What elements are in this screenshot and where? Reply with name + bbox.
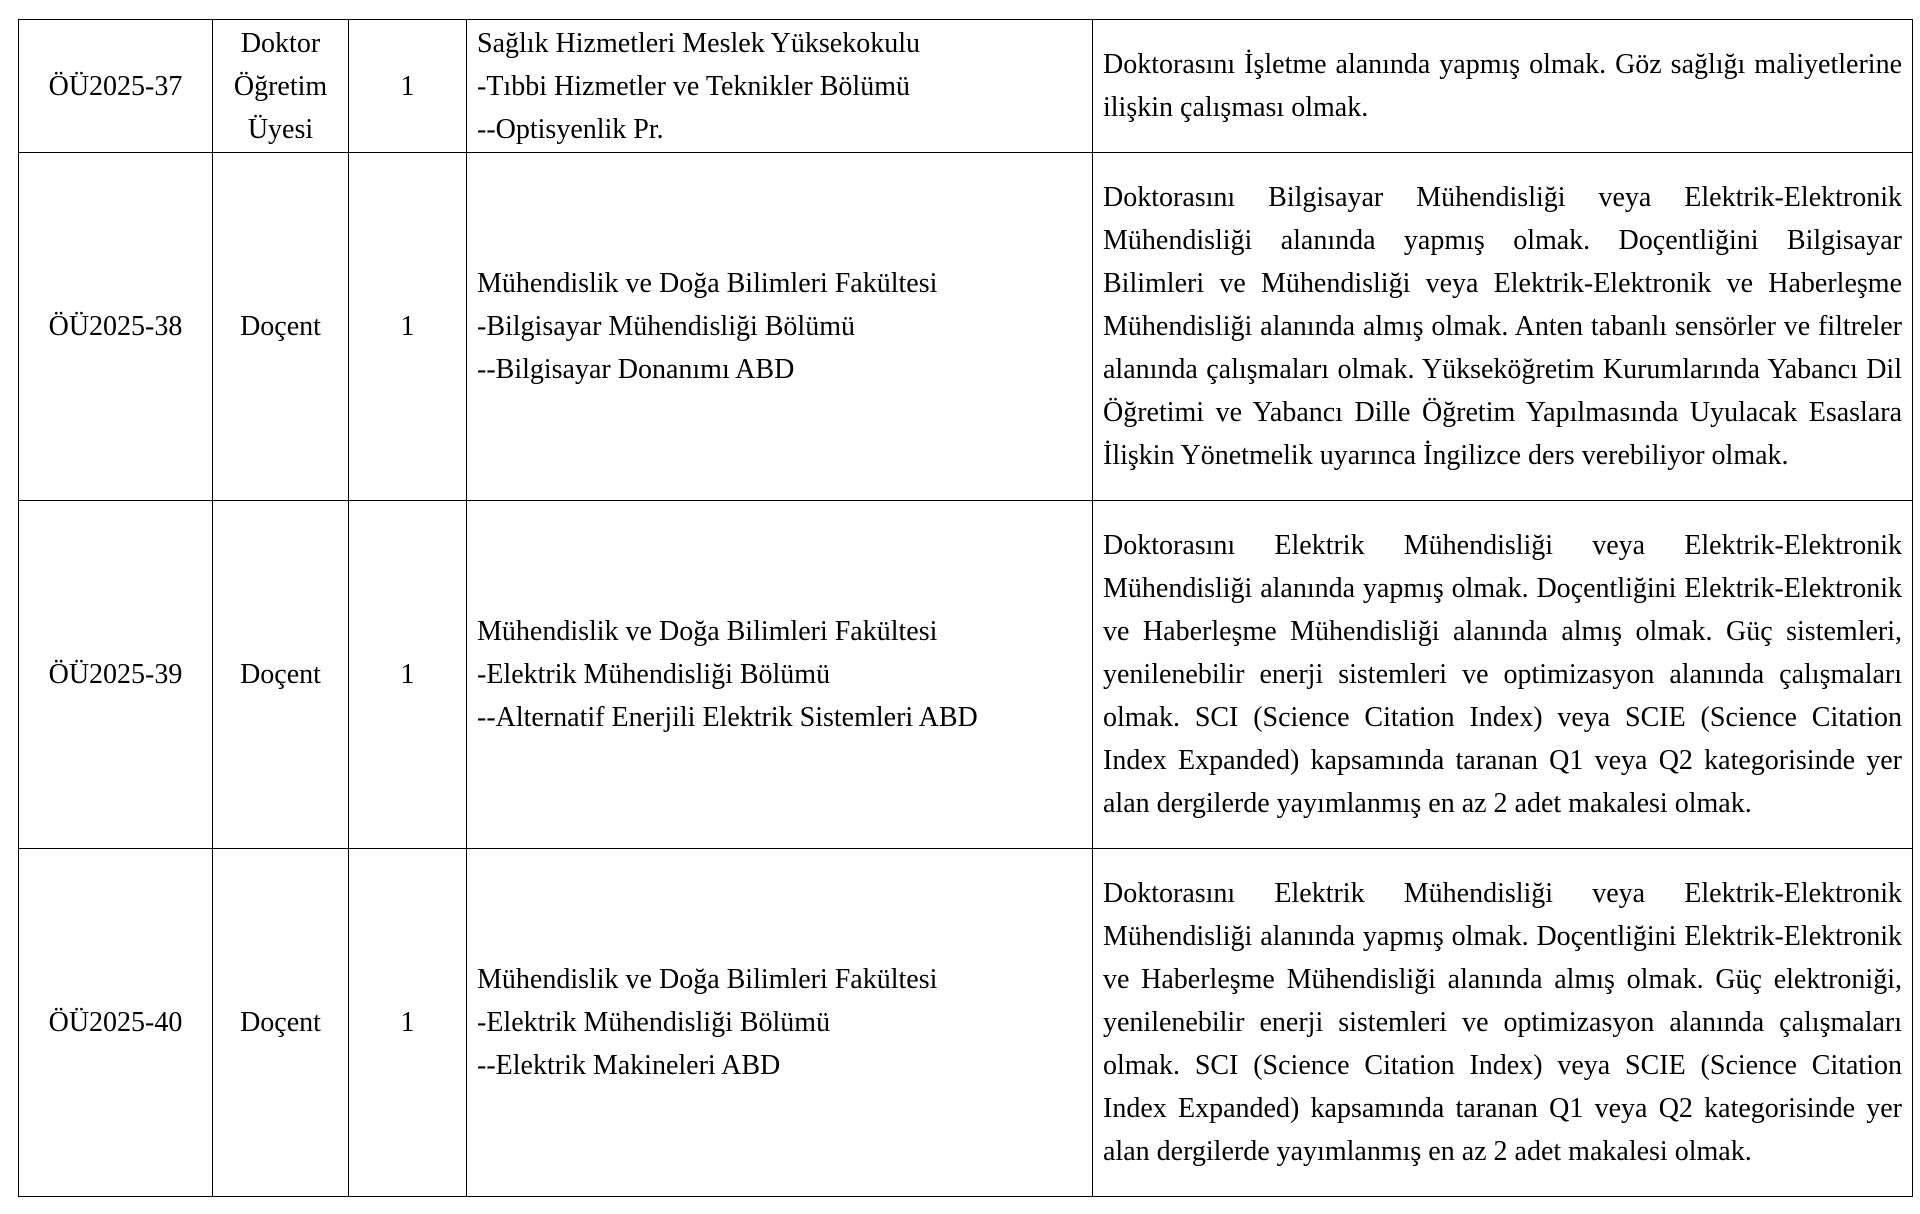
position-code-cell: ÖÜ2025-40 (19, 849, 213, 1197)
table-row (19, 849, 1913, 1197)
position-code-cell: ÖÜ2025-39 (19, 501, 213, 849)
unit-faculty: Sağlık Hizmetleri Meslek Yüksekokulu (477, 27, 920, 59)
academic-title-line: Öğretim (233, 70, 328, 102)
unit-department: -Elektrik Mühendisliği Bölümü (477, 1007, 831, 1038)
unit-department: -Bilgisayar Mühendisliği Bölümü (477, 311, 855, 342)
academic-title-line: Doçent (240, 311, 321, 342)
position-code-cell: ÖÜ2025-38 (19, 153, 213, 501)
unit-program: --Alternatif Enerjili Elektrik Sistemleri ABD (477, 702, 978, 733)
academic-title-cell (213, 501, 349, 849)
position-code-cell: ÖÜ2025-37 (19, 20, 213, 153)
unit-department: -Tıbbi Hizmetler ve Teknikler Bölümü (477, 70, 910, 102)
academic-title-cell (213, 20, 349, 153)
unit-faculty: Mühendislik ve Doğa Bilimleri Fakültesi (477, 616, 938, 647)
academic-title-cell (213, 849, 349, 1197)
unit-cell (467, 153, 1093, 501)
unit-program: --Optisyenlik Pr. (477, 113, 664, 145)
unit-faculty: Mühendislik ve Doğa Bilimleri Fakültesi (477, 268, 938, 299)
position-count-cell: 1 (349, 849, 467, 1197)
unit-program: --Bilgisayar Donanımı ABD (477, 354, 795, 385)
requirements-cell: Doktorasını Bilgisayar Mühendisliği veya Elektrik-Elektronik Mühendisliği alanında yapmış olmak. Doçentliğini Bilgisayar Bilimleri ve Mühendisliği veya Elektrik-Elektronik ve Haberleşme Mühendisliği alanında almış olmak. Anten tabanlı sensörler ve filtreler alanında çalışmaları olmak. Yükseköğretim Kurumlarında Yabancı Dil Öğretimi ve Yabancı Dille Öğretim Yapılmasında Uyulacak Esaslara İlişkin Yönetmelik uyarınca İngilizce ders verebiliyor olmak. (1093, 153, 1913, 501)
unit-program: --Elektrik Makineleri ABD (477, 1050, 781, 1081)
positions-table (18, 19, 1913, 1197)
unit-faculty: Mühendislik ve Doğa Bilimleri Fakültesi (477, 964, 938, 995)
academic-title-cell (213, 153, 349, 501)
academic-title-line: Doçent (240, 1007, 321, 1038)
position-count-cell: 1 (349, 153, 467, 501)
unit-cell (467, 849, 1093, 1197)
academic-title-line: Doçent (240, 659, 321, 690)
requirements-cell: Doktorasını Elektrik Mühendisliği veya Elektrik-Elektronik Mühendisliği alanında yapmış olmak. Doçentliğini Elektrik-Elektronik ve Haberleşme Mühendisliği alanında almış olmak. Güç elektroniği, yenilenebilir enerji sistemleri ve optimizasyon alanında çalışmaları olmak. SCI (Science Citation Index) veya SCIE (Science Citation Index Expanded) kapsamında taranan Q1 veya Q2 kategorisinde yer alan dergilerde yayımlanmış en az 2 adet makalesi olmak. (1093, 849, 1913, 1197)
academic-title-line: Üyesi (247, 113, 314, 145)
unit-cell (467, 20, 1093, 153)
requirements-cell: Doktorasını İşletme alanında yapmış olmak. Göz sağlığı maliyetlerine ilişkin çalışması olmak. (1093, 20, 1913, 153)
position-count-cell: 1 (349, 501, 467, 849)
unit-department: -Elektrik Mühendisliği Bölümü (477, 659, 831, 690)
table-row (19, 153, 1913, 501)
table-row (19, 20, 1913, 153)
requirements-cell: Doktorasını Elektrik Mühendisliği veya Elektrik-Elektronik Mühendisliği alanında yapmış olmak. Doçentliğini Elektrik-Elektronik ve Haberleşme Mühendisliği alanında almış olmak. Güç sistemleri, yenilenebilir enerji sistemleri ve optimizasyon alanında çalışmaları olmak. SCI (Science Citation Index) veya SCIE (Science Citation Index Expanded) kapsamında taranan Q1 veya Q2 kategorisinde yer alan dergilerde yayımlanmış en az 2 adet makalesi olmak. (1093, 501, 1913, 849)
position-count-cell: 1 (349, 20, 467, 153)
table-row (19, 501, 1913, 849)
unit-cell (467, 501, 1093, 849)
academic-title-line: Doktor (240, 27, 321, 59)
